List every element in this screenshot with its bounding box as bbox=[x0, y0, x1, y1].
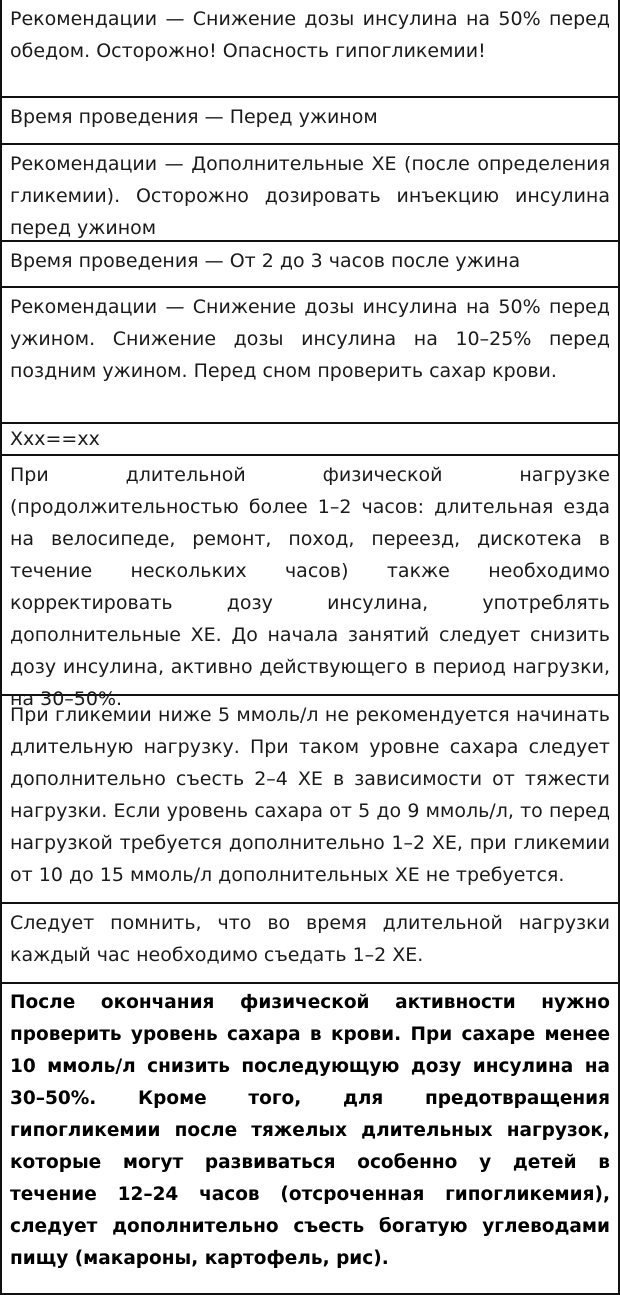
hourly-xe-paragraph: Следует помнить, что во время длительной нагрузки каждый час необходимо съедать 1–2 ХЕ. bbox=[2, 904, 618, 984]
recommendation-before-dinner: Рекомендации — Дополнительные ХЕ (после определения гликемии). Осторожно дозировать инъекцию инсулина перед ужином bbox=[2, 145, 618, 242]
post-activity-paragraph: После окончания физической активности нужно проверить уровень сахара в крови. При сахаре менее 10 ммоль/л снизить последующую дозу инсулина на 30–50%. Кроме того, для предотвращения гипогликемии после тяжелых длительных нагрузок, которые могут развиваться особенно у детей в течение 12–24 часов (отсроченная гипогликемия), следует дополнительно съесть богатую углеводами пищу (макароны, картофель, рис). bbox=[2, 984, 618, 1295]
recommendation-after-dinner: Рекомендации — Снижение дозы инсулина на 50% перед ужином. Снижение дозы инсулина на 10–25% перед поздним ужином. Перед сном проверить сахар крови. bbox=[2, 288, 618, 424]
timing-before-dinner: Время проведения — Перед ужином bbox=[2, 98, 618, 145]
glycemia-paragraph: При гликемии ниже 5 ммоль/л не рекомендуется начинать длительную нагрузку. При таком уровне сахара следует дополнительно съесть 2–4 ХЕ в зависимости от тяжести нагрузки. Если уровень сахара от 5 до 9 ммоль/л, то перед нагрузкой требуется дополнительно 1–2 ХЕ, при гликемии от 10 до 15 ммоль/л дополнительных ХЕ не требуется. bbox=[2, 696, 618, 904]
recommendation-before-lunch: Рекомендации — Снижение дозы инсулина на 50% перед обедом. Осторожно! Опасность гипогликемии! bbox=[2, 0, 618, 98]
long-exercise-paragraph: При длительной физической нагрузке (продолжительностью более 1–2 часов: длительная езда на велосипеде, ремонт, поход, переезд, дискотека в течение нескольких часов) также необходимо корректировать дозу инсулина, употреблять дополнительные ХЕ. До начала занятий следует снизить дозу инсулина, активно действующего в период нагрузки, на 30–50%. bbox=[2, 456, 618, 696]
placeholder-row: Xxx==xx bbox=[2, 424, 618, 456]
timing-after-dinner: Время проведения — От 2 до 3 часов после ужина bbox=[2, 242, 618, 288]
